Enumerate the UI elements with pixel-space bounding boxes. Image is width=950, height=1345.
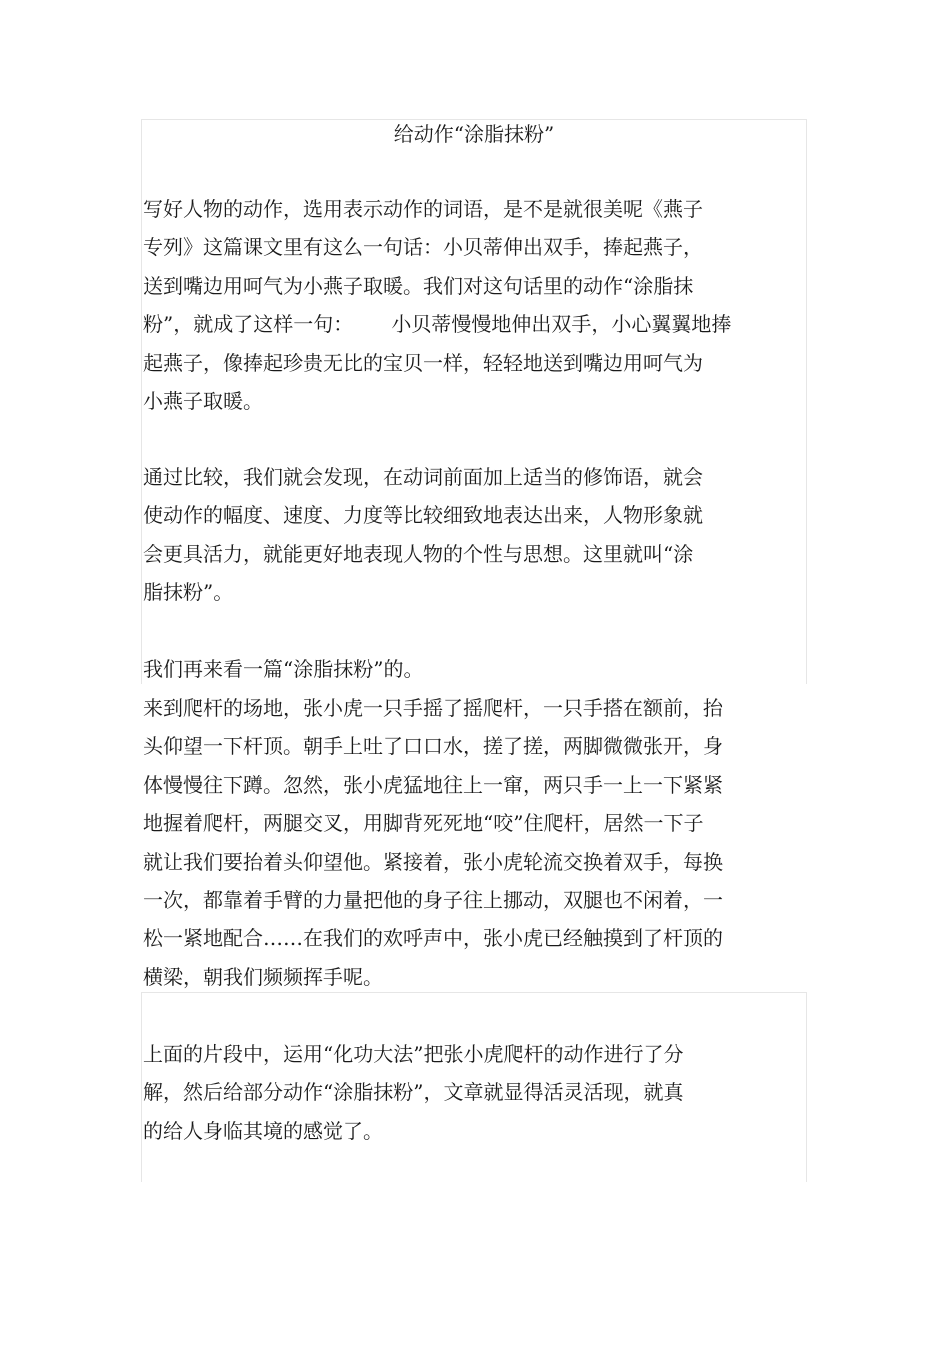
text-line: 上面的片段中，运用“化功大法”把张小虎爬杆的动作进行了分: [143, 1042, 684, 1066]
document-title: 给动作“涂脂抹粉”: [393, 122, 555, 146]
paragraph-example: [143, 689, 723, 996]
text-line: 会更具活力，就能更好地表现人物的个性与思想。这里就叫“涂: [143, 541, 694, 566]
paragraph-intro: [143, 190, 731, 420]
text-line: 地握着爬杆，两腿交叉，用脚背死死地“咬”住爬杆，居然一下子: [143, 811, 704, 836]
text-line: 写好人物的动作，选用表示动作的词语，是不是就很美呢《燕子: [143, 197, 703, 221]
text-line: 专列》这篇课文里有这么一句话：小贝蒂伸出双手，捧起燕子，: [143, 235, 703, 260]
text-line: 一次，都靠着手臂的力量把他的身子往上挪动，双腿也不闲着，一: [143, 887, 723, 912]
text-line: 体慢慢往下蹲。忽然，张小虎猛地往上一窜，两只手一上一下紧紧: [143, 772, 723, 797]
text-line: 脂抹粉”。: [143, 580, 234, 605]
text-line: 小燕子取暖。: [143, 388, 263, 413]
text-line: 横梁，朝我们频频挥手呢。: [143, 964, 383, 989]
text-line: 粉”，就成了这样一句： 小贝蒂慢慢地伸出双手，小心翼翼地捧: [143, 312, 732, 337]
paragraph-lead-in: [143, 650, 423, 688]
text-line: 通过比较，我们就会发现，在动词前面加上适当的修饰语，就会: [143, 465, 703, 489]
text-line: 头仰望一下杆顶。朝手上吐了口口水，搓了搓，两脚微微张开，身: [143, 734, 723, 759]
text-line: 来到爬杆的场地，张小虎一只手摇了摇爬杆，一只手搭在额前，抬: [143, 696, 723, 720]
text-line: 起燕子，像捧起珍贵无比的宝贝一样，轻轻地送到嘴边用呵气为: [143, 350, 703, 375]
text-line: 松一紧地配合……在我们的欢呼声中，张小虎已经触摸到了杆顶的: [143, 926, 723, 951]
text-line: 就让我们要抬着头仰望他。紧接着，张小虎轮流交换着双手，每换: [143, 849, 723, 874]
text-line: 送到嘴边用呵气为小燕子取暖。我们对这句话里的动作“涂脂抹: [143, 273, 694, 298]
text-line: 使动作的幅度、速度、力度等比较细致地表达出来，人物形象就: [143, 503, 703, 528]
paragraph-summary: [143, 1035, 683, 1150]
paragraph-comparison: [143, 458, 703, 612]
text-line: 我们再来看一篇“涂脂抹粉”的。: [143, 657, 424, 681]
text-line: 解，然后给部分动作“涂脂抹粉”，文章就显得活灵活现，就真: [143, 1080, 684, 1105]
text-line: 的给人身临其境的感觉了。: [143, 1118, 383, 1143]
